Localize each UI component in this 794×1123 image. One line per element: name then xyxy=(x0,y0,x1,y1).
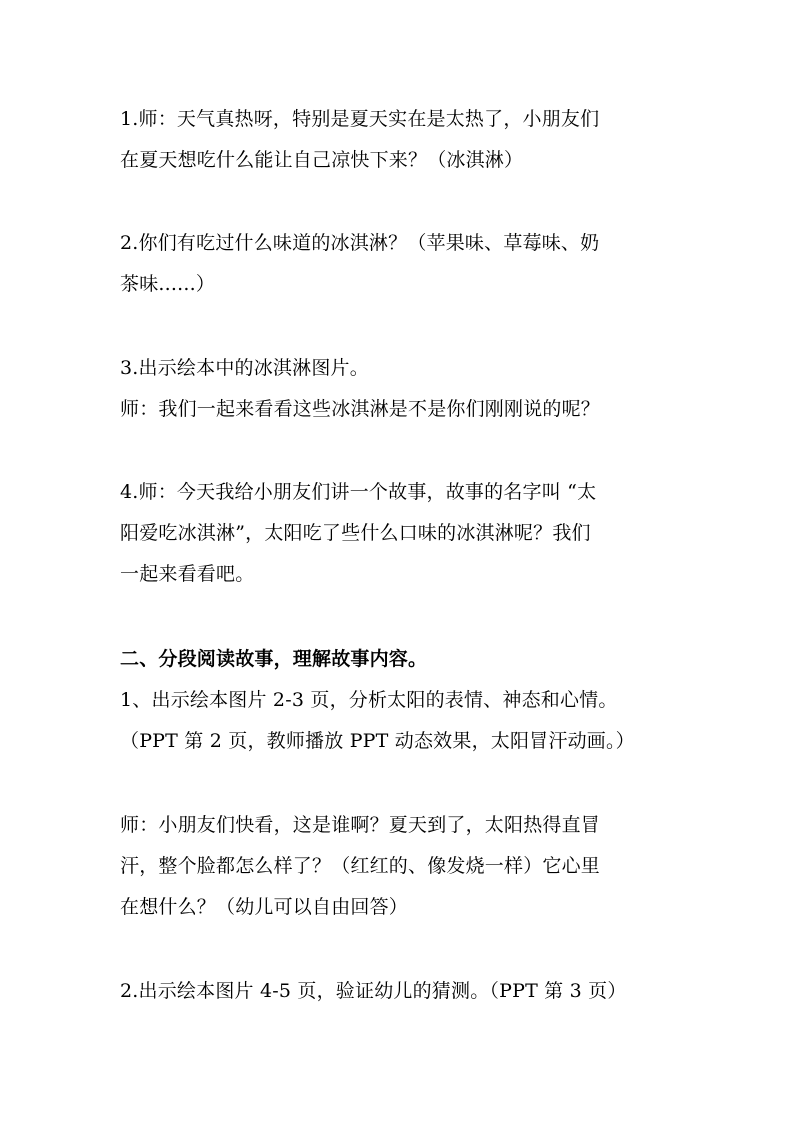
section-heading: 二、分段阅读故事，理解故事内容。 xyxy=(120,648,428,670)
item-1-line-2: （PPT 第 2 页，教师播放 PPT 动态效果，太阳冒汗动画。） xyxy=(120,730,635,752)
paragraph-4-line-2: 阳爱吃冰淇淋”，太阳吃了些什么口味的冰淇淋呢？我们 xyxy=(120,522,591,544)
teacher-line-1: 师：小朋友们快看，这是谁啊？夏天到了，太阳热得直冒 xyxy=(120,814,601,836)
paragraph-1-line-1: 1.师：天气真热呀，特别是夏天实在是太热了，小朋友们 xyxy=(120,108,600,130)
teacher-line-2: 汗，整个脸都怎么样了？（红红的、像发烧一样）它心里 xyxy=(120,855,601,877)
paragraph-1-line-2: 在夏天想吃什么能让自己凉快下来？（冰淇淋） xyxy=(120,149,524,171)
item-2-line-1: 2.出示绘本图片 4-5 页，验证幼儿的猜测。（PPT 第 3 页） xyxy=(120,980,627,1002)
paragraph-3-line-2: 师：我们一起来看看这些冰淇淋是不是你们刚刚说的呢？ xyxy=(120,398,601,420)
teacher-line-3: 在想什么？（幼儿可以自由回答） xyxy=(120,896,409,918)
paragraph-2-line-1: 2.你们有吃过什么味道的冰淇淋？（苹果味、草莓味、奶 xyxy=(120,232,600,254)
paragraph-2-line-2: 茶味......） xyxy=(120,273,216,295)
paragraph-3-line-1: 3.出示绘本中的冰淇淋图片。 xyxy=(120,357,369,379)
item-1-line-1: 1、出示绘本图片 2-3 页，分析太阳的表情、神态和心情。 xyxy=(120,689,618,711)
paragraph-4-line-1: 4.师：今天我给小朋友们讲一个故事，故事的名字叫 “太 xyxy=(120,481,597,503)
paragraph-4-line-3: 一起来看看吧。 xyxy=(120,563,255,585)
